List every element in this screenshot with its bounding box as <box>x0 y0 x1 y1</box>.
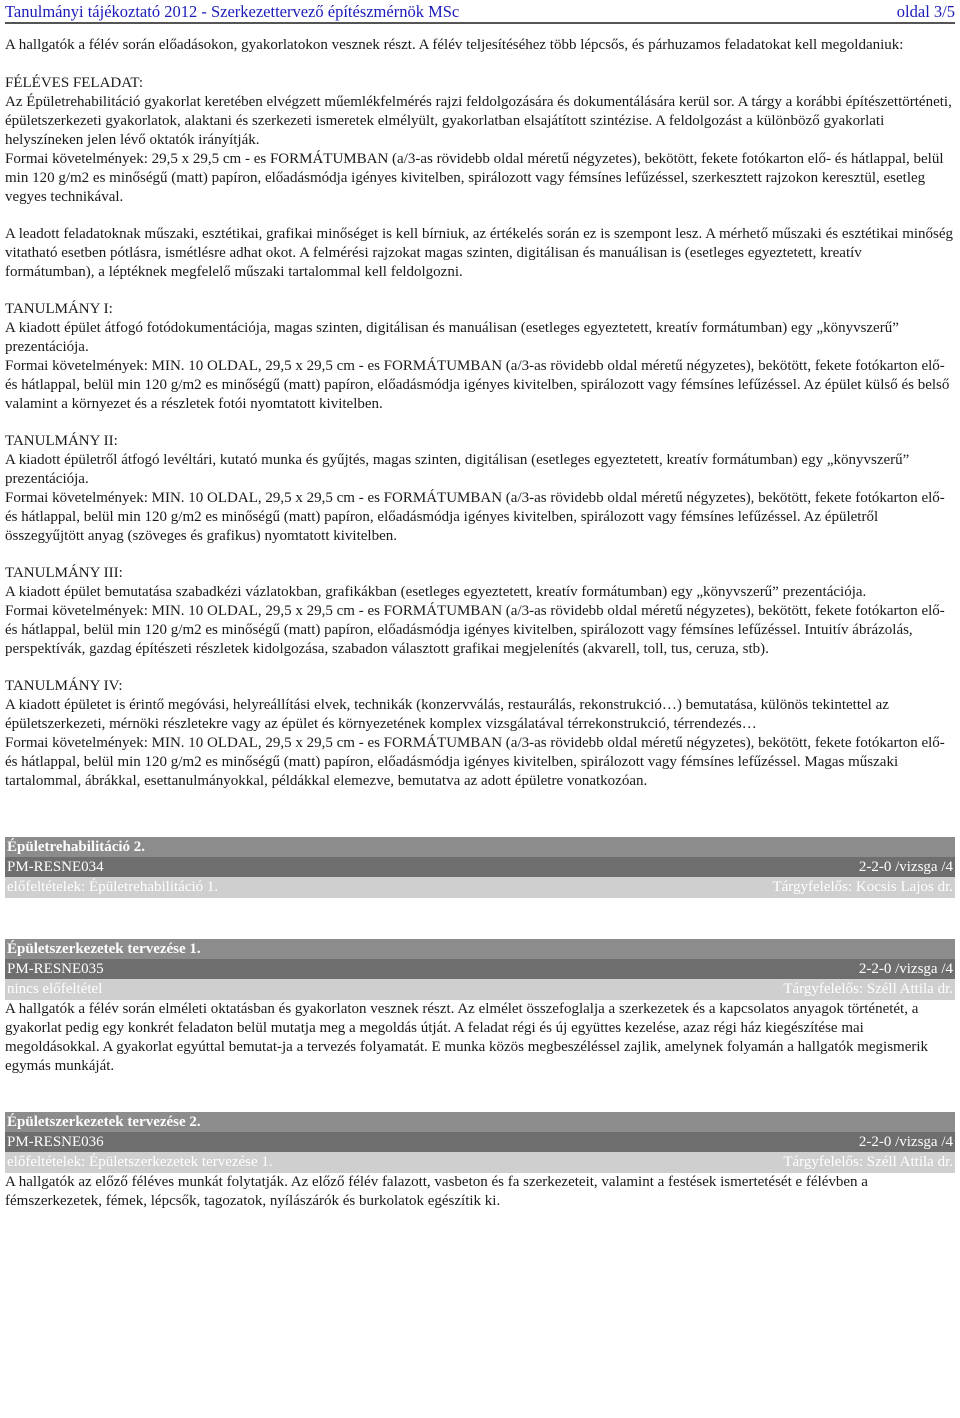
tanulmany2-title: TANULMÁNY II: <box>5 433 118 449</box>
tanulmany1-formal-paragraph: Formai követelmények: MIN. 10 OLDAL, 29,5 x 29,5 cm - es FORMÁTUMBAN (a/3-as rövidebb oldal méretű négyzetes), bekötött, fekete fotókarton elő- és hátlappal, belül min 120 g/m2 es minőségű (matt) papíron, előadásmódja igényes kivitelben, spirálozott vagy fémsínes lefűzéssel. Az épület külső és belső valamint a környezet és a részletek fotói nyomtatott kivitelben. <box>5 358 950 412</box>
course-credits: 2-2-0 /vizsga /4 <box>858 961 953 977</box>
course-prereq-row <box>5 877 955 898</box>
course-name: Épületszerkezetek tervezése 2. <box>5 1112 955 1132</box>
tanulmany1-paragraph: A kiadott épület átfogó fotódokumentációja, magas szinten, digitálisan és manuálisan (esetleges egyeztetett, kreatív formátumban) egy „könyvszerű” prezentációja. <box>5 320 899 355</box>
course-credits: 2-2-0 /vizsga /4 <box>858 859 953 875</box>
feleves-paragraph: Az Épületrehabilitáció gyakorlat keretében elvégzett műemlékfelmérés rajzi feldolgozására és dokumentálására kerül sor. A tárgy a korábbi építészettörténeti, épületszerkezeti gyakorlatok, alaktani és szerkezeti ismeretek elmélyült, gyakorlatban elsajátított szintézise. A feldolgozást a különböző gyakorlati helyszíneken jelen lévő oktatók irányítják. <box>5 94 952 148</box>
course-name: Épületrehabilitáció 2. <box>5 837 955 857</box>
intro-paragraph: A hallgatók a félév során előadásokon, gyakorlatokon vesznek részt. A félév teljesítéséhez több lépcsős, és párhuzamos feladatokat kell megoldaniuk: <box>5 37 904 53</box>
page-number: oldal 3/5 <box>896 2 955 21</box>
header-title: Tanulmányi tájékoztató 2012 - Szerkezettervező építészmérnök MSc <box>5 2 460 21</box>
feleves-title: FÉLÉVES FELADAT: <box>5 75 144 91</box>
course-prereq: előfeltételek: Épületrehabilitáció 1. <box>7 879 219 895</box>
tanulmany1-title: TANULMÁNY I: <box>5 301 113 317</box>
page-header <box>5 0 955 24</box>
course-responsible: Tárgyfelelős: Széll Attila dr. <box>783 1154 953 1170</box>
course-code: PM-RESNE036 <box>7 1134 104 1150</box>
tanulmany4-title: TANULMÁNY IV: <box>5 678 123 694</box>
course-block <box>5 1112 955 1211</box>
course-block <box>5 939 955 1076</box>
tanulmany3-formal-paragraph: Formai követelmények: MIN. 10 OLDAL, 29,5 x 29,5 cm - es FORMÁTUMBAN (a/3-as rövidebb oldal méretű négyzetes), bekötött, fekete fotókarton elő- és hátlappal, belül min 120 g/m2 es minőségű (matt) papíron, előadásmódja igényes kivitelben, spirálozott vagy fémsínes lefűzéssel. Intuitív ábrázolás, perspektívák, gazdag építészeti részletek kidolgozása, szabadon választott grafikai megjelenítés (akvarell, toll, tus, ceruza, stb). <box>5 603 945 657</box>
course-responsible: Tárgyfelelős: Széll Attila dr. <box>783 981 953 997</box>
course-credits: 2-2-0 /vizsga /4 <box>858 1134 953 1150</box>
tanulmany4-formal-paragraph: Formai követelmények: MIN. 10 OLDAL, 29,5 x 29,5 cm - es FORMÁTUMBAN (a/3-as rövidebb oldal méretű négyzetes), bekötött, fekete fotókarton elő- és hátlappal, belül min 120 g/m2 es minőségű (matt) papíron, előadásmódja igényes kivitelben, spirálozott vagy fémsínes lefűzéssel. Magas műszaki tartalommal, ábrákkal, esettanulmányokkal, példákkal elemezve, bemutatva az adott épületre vonatkozóan. <box>5 735 945 789</box>
course-description: A hallgatók a félév során elméleti oktatásban és gyakorlaton vesznek részt. Az elmélet összefoglalja a szerkezetek és a kapcsolatos anyagok történetét, a gyakorlat pedig egy konkrét feladaton belül mutatja meg a megoldás útját. A feladat régi és új együttes kezelése, azaz régi ház kiegészítése mai megoldásokkal. A gyakorlat egyúttal bemutat-ja a tervezés folyamatát. E munka közös megbeszéléssel zajlik, amelynek folyamán a hallgatók megismerik egymás munkáját. <box>5 1001 929 1074</box>
course-prereq-row <box>5 1152 955 1173</box>
feleves-formal-paragraph: Formai követelmények: 29,5 x 29,5 cm - es FORMÁTUMBAN (a/3-as rövidebb oldal méretű négyzetes), bekötött, fekete fotókarton elő- és hátlappal, belül min 120 g/m2 es minőségű (matt) papíron, előadásmódja igényes kivitelben, spirálozott vagy fémsínes lefűzéssel, szerkesztett rajzokon keresztül, esetleg vegyes technikával. <box>5 151 944 205</box>
leadott-paragraph: A leadott feladatoknak műszaki, esztétikai, grafikai minőséget is kell bírniuk, az értékelés során ez is szempont lesz. A mérhető műszaki és esztétikai minőség vitatható esetben pótlásra, ismétlésre adhat okot. A felmérési rajzokat magas szinten, digitálisan és manuálisan is (esetleges egyeztetett, kreatív formátumban), a léptéknek megfelelő műszaki tartalommal kell feldolgozni. <box>5 226 954 280</box>
course-prereq: előfeltételek: Épületszerkezetek tervezése 1. <box>7 1154 273 1170</box>
tanulmany4-paragraph: A kiadott épületet is érintő megóvási, helyreállítási elvek, technikák (konzervválás, restaurálás, rekonstrukció…) bemutatása, különös tekintettel az épületszerkezeti, mérnöki részletekre vagy az épület és környezetének komplex vizsgálatával térrekonstrukció, térrendezés… <box>5 697 889 732</box>
tanulmany3-title: TANULMÁNY III: <box>5 565 123 581</box>
course-code-row <box>5 959 955 979</box>
tanulmany2-paragraph: A kiadott épületről átfogó levéltári, kutató munka és gyűjtés, magas szinten, digitálisan (esetleges egyeztetett, kreatív formátumban) egy „könyvszerű” prezentációja. <box>5 452 910 487</box>
course-description: A hallgatók az előző féléves munkát folytatják. Az előző félév falazott, vasbeton és fa szerkezeteit, valamint a festések ismertetését e félévben a fémszerkezetek, fémek, lépcsők, tagozatok, nyílászárók és burkolatok egészítik ki. <box>5 1174 868 1209</box>
course-prereq: nincs előfeltétel <box>7 981 103 997</box>
course-code: PM-RESNE034 <box>7 859 104 875</box>
course-responsible: Tárgyfelelős: Kocsis Lajos dr. <box>772 879 953 895</box>
course-block <box>5 837 955 898</box>
tanulmany3-paragraph: A kiadott épület bemutatása szabadkézi vázlatokban, grafikákban (esetleges egyeztetett, kreatív formátumban) egy „könyvszerű” prezentációja. <box>5 584 867 600</box>
course-code-row <box>5 857 955 877</box>
course-code-row <box>5 1132 955 1152</box>
tanulmany2-formal-paragraph: Formai követelmények: MIN. 10 OLDAL, 29,5 x 29,5 cm - es FORMÁTUMBAN (a/3-as rövidebb oldal méretű négyzetes), bekötött, fekete fotókarton elő- és hátlappal, belül min 120 g/m2 es minőségű (matt) papíron, előadásmódja igényes kivitelben, spirálozott vagy fémsínes lefűzéssel. Az épületről összegyűjtött anyag (szöveges és grafikus) nyomtatott kivitelben. <box>5 490 945 544</box>
course-name: Épületszerkezetek tervezése 1. <box>5 939 955 959</box>
document-page <box>5 0 955 1211</box>
course-code: PM-RESNE035 <box>7 961 104 977</box>
course-prereq-row <box>5 979 955 1000</box>
